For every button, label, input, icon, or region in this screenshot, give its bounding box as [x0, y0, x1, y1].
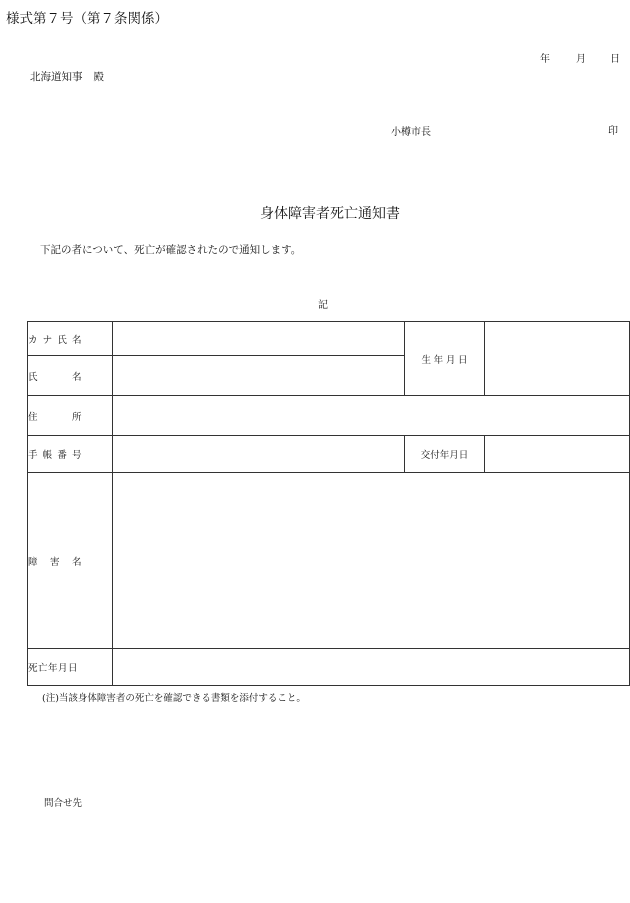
- name-field[interactable]: [113, 356, 405, 396]
- seal-mark: 印: [608, 126, 618, 137]
- date-day-label: 日: [610, 54, 620, 65]
- handbook-number-field[interactable]: [113, 436, 405, 473]
- date-year-label: 年: [540, 54, 550, 65]
- footnote: (注)当該身体障害者の死亡を確認できる書類を添付すること。: [42, 693, 306, 704]
- birth-date-label: 生 年 月 日: [405, 322, 485, 396]
- body-text: 下記の者について、死亡が確認されたので通知します。: [40, 244, 302, 256]
- sender-name: 小樽市長: [391, 127, 431, 138]
- address-field[interactable]: [113, 396, 630, 436]
- date-line: [0, 50, 630, 64]
- kana-name-label: カ ナ 氏 名: [28, 322, 113, 356]
- death-date-field[interactable]: [113, 649, 630, 686]
- addressee-honorific: 殿: [93, 71, 104, 83]
- kana-name-field[interactable]: [113, 322, 405, 356]
- contact-label: 問合せ先: [44, 798, 83, 809]
- date-month-label: 月: [576, 54, 586, 65]
- addressee: [30, 69, 104, 84]
- birth-date-field[interactable]: [485, 322, 630, 396]
- addressee-name: 北海道知事: [30, 71, 83, 83]
- address-label: 住 所: [28, 396, 113, 436]
- document-title: 身体障害者死亡通知書: [260, 206, 400, 222]
- form-number: 様式第７号（第７条関係）: [6, 11, 168, 27]
- notification-table: [27, 321, 630, 686]
- issue-date-field[interactable]: [485, 436, 630, 473]
- name-label: 氏 名: [28, 356, 113, 396]
- disability-name-label: 障 害 名: [28, 473, 113, 649]
- handbook-number-label: 手 帳 番 号: [28, 436, 113, 473]
- death-date-label: 死亡年月日: [28, 649, 113, 686]
- ki-heading: 記: [318, 300, 328, 311]
- issue-date-label: 交付年月日: [405, 436, 485, 473]
- disability-name-field[interactable]: [113, 473, 630, 649]
